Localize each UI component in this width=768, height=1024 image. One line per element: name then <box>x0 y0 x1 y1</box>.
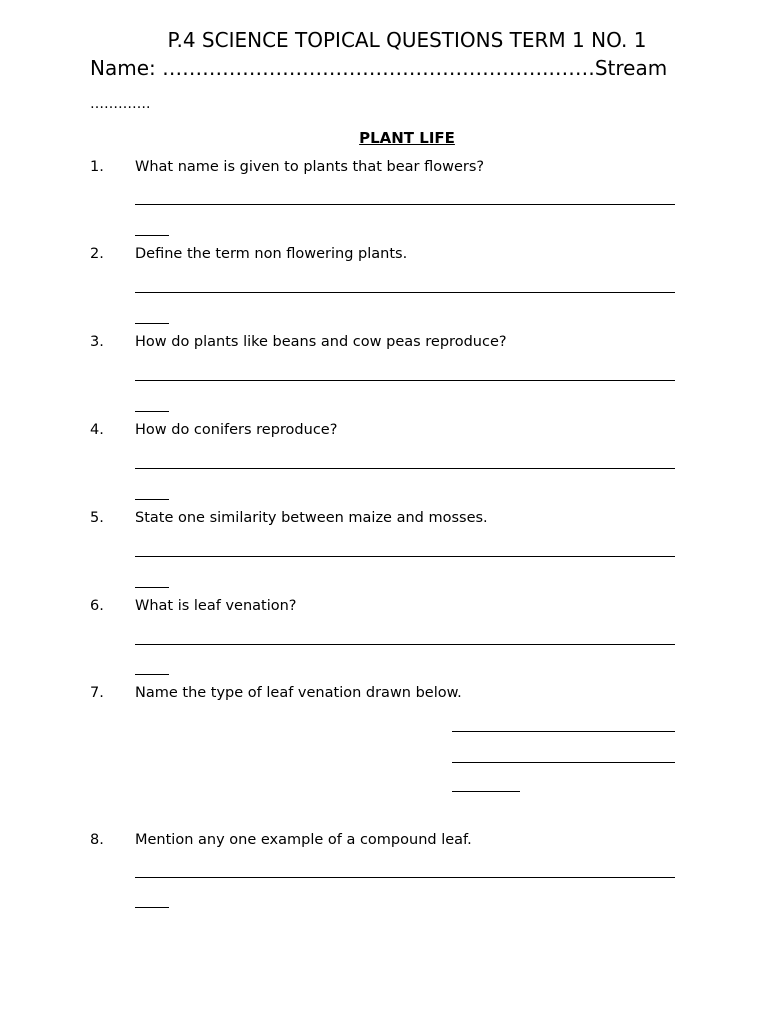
question-text: Mention any one example of a compound leaf. <box>135 832 472 848</box>
answer-line-continuation[interactable] <box>135 499 169 500</box>
question-text: How do conifers reproduce? <box>135 422 338 438</box>
answer-line[interactable] <box>135 877 675 878</box>
question-text: Define the term non flowering plants. <box>135 246 408 262</box>
answer-line-continuation[interactable] <box>135 411 169 412</box>
stream-dots: …………. <box>90 96 151 112</box>
answer-line[interactable] <box>135 644 675 645</box>
question-number: 8. <box>90 832 104 848</box>
question-text: Name the type of leaf venation drawn below. <box>135 685 462 701</box>
question-number: 1. <box>90 159 104 175</box>
answer-line[interactable] <box>135 292 675 293</box>
answer-line-continuation[interactable] <box>135 907 169 908</box>
question-number: 7. <box>90 685 104 701</box>
answer-line[interactable] <box>135 556 675 557</box>
answer-line[interactable] <box>135 468 675 469</box>
question-number: 2. <box>90 246 104 262</box>
question-text: What is leaf venation? <box>135 598 297 614</box>
answer-line-continuation[interactable] <box>135 674 169 675</box>
page-title: P.4 SCIENCE TOPICAL QUESTIONS TERM 1 NO. 1 <box>167 28 647 52</box>
answer-line-continuation[interactable] <box>135 323 169 324</box>
answer-line-continuation[interactable] <box>452 791 520 792</box>
question-text: State one similarity between maize and mosses. <box>135 510 488 526</box>
question-text: How do plants like beans and cow peas reproduce? <box>135 334 507 350</box>
question-text: What name is given to plants that bear flowers? <box>135 159 485 175</box>
name-stream-field: Name: …………………………………………………..……Stream <box>90 56 668 80</box>
question-number: 3. <box>90 334 104 350</box>
question-number: 6. <box>90 598 104 614</box>
answer-line[interactable] <box>135 204 675 205</box>
answer-line-continuation[interactable] <box>135 235 169 236</box>
answer-line[interactable] <box>452 762 675 763</box>
answer-line-continuation[interactable] <box>135 587 169 588</box>
question-number: 5. <box>90 510 104 526</box>
answer-line[interactable] <box>452 731 675 732</box>
answer-line[interactable] <box>135 380 675 381</box>
question-number: 4. <box>90 422 104 438</box>
section-heading: PLANT LIFE <box>359 129 455 147</box>
